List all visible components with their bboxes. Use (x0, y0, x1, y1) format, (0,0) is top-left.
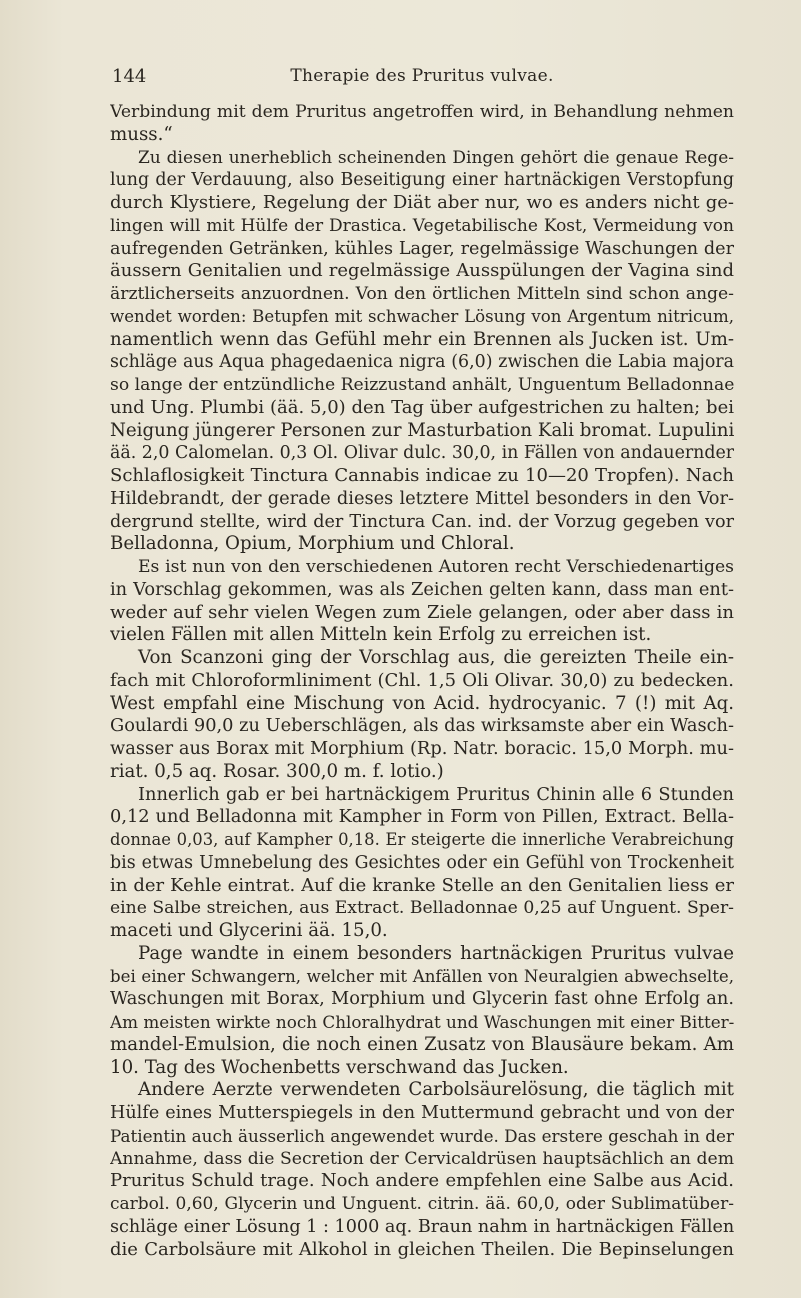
text-line: lung der Verdauung, also Beseitigung einer hartnäckigen Verstopfung (110, 170, 734, 191)
text-line: die Carbolsäure mit Alkohol in gleichen Theilen. Die Bepinselungen (110, 1238, 734, 1260)
text-line: Hildebrandt, der gerade dieses letztere Mittel besonders in den Vor- (110, 487, 734, 509)
text-line: und Ung. Plumbi (ää. 5,0) den Tag über aufgestrichen zu halten; bei (110, 396, 734, 418)
text-line: namentlich wenn das Gefühl mehr ein Brennen als Jucken ist. Um- (110, 328, 734, 350)
text-line: Innerlich gab er bei hartnäckigem Pruritus Chinin alle 6 Stunden (138, 783, 734, 805)
text-line: wasser aus Borax mit Morphium (Rp. Natr. boracic. 15,0 Morph. mu- (110, 738, 734, 759)
body-text (110, 101, 734, 1261)
text-line: vielen Fällen mit allen Mitteln kein Erfolg zu erreichen ist. (110, 624, 652, 646)
text-line: wendet worden: Betupfen mit schwacher Lösung von Argentum nitricum, (110, 306, 734, 326)
text-line: in der Kehle eintrat. Auf die kranke Stelle an den Genitalien liess er (110, 874, 734, 896)
text-line: Neigung jüngerer Personen zur Masturbation Kali bromat. Lupulini (110, 419, 734, 441)
text-line: Zu diesen unerheblich scheinenden Dingen gehört die genaue Rege- (138, 147, 734, 168)
text-line: aufregenden Getränken, kühles Lager, regelmässige Waschungen der (110, 238, 734, 259)
text-line: äussern Genitalien und regelmässige Ausspülungen der Vagina sind (110, 260, 734, 282)
text-line: Am meisten wirkte noch Chloralhydrat und Waschungen mit einer Bitter- (110, 1012, 734, 1032)
text-line: durch Klystiere, Regelung der Diät aber nur, wo es anders nicht ge- (110, 192, 734, 213)
text-line: Von Scanzoni ging der Vorschlag aus, die gereizten Theile ein- (138, 647, 734, 668)
text-line: Hülfe eines Mutterspiegels in den Muttermund gebracht und von der (110, 1103, 734, 1123)
text-line: mandel-Emulsion, die noch einen Zusatz von Blausäure bekam. Am (110, 1033, 734, 1055)
page-header (112, 66, 732, 90)
text-line: West empfahl eine Mischung von Acid. hydrocyanic. 7 (!) mit Aq. (110, 692, 734, 714)
text-line: Es ist nun von den verschiedenen Autoren recht Verschiedenartiges (138, 557, 734, 577)
text-line: in Vorschlag gekommen, was als Zeichen gelten kann, dass man ent- (110, 578, 734, 600)
text-line: muss.“ (110, 123, 173, 145)
text-line: riat. 0,5 aq. Rosar. 300,0 m. f. lotio.) (110, 760, 444, 782)
text-line: bis etwas Umnebelung des Gesichtes oder ein Gefühl von Trockenheit (110, 852, 734, 873)
text-line: eine Salbe streichen, aus Extract. Belladonnae 0,25 auf Unguent. Sper- (110, 898, 734, 919)
text-line: 10. Tag des Wochenbetts verschwand das Jucken. (110, 1056, 569, 1078)
text-line: schläge aus Aqua phagedaenica nigra (6,0) zwischen die Labia majora (110, 352, 734, 373)
text-line: Belladonna, Opium, Morphium und Chloral. (110, 533, 515, 555)
text-line: Verbindung mit dem Pruritus angetroffen wird, in Behandlung nehmen (110, 102, 734, 122)
text-line: Goulardi 90,0 zu Ueberschlägen, als das wirksamste aber ein Wasch- (110, 715, 734, 737)
text-line: ärztlicherseits anzuordnen. Von den örtlichen Mitteln sind schon ange- (110, 284, 734, 304)
text-line: Pruritus Schuld trage. Noch andere empfehlen eine Salbe aus Acid. (110, 1170, 734, 1192)
running-title: Therapie des Pruritus vulvae. (290, 66, 554, 86)
text-line: Annahme, dass die Secretion der Cervicaldrüsen hauptsächlich an dem (110, 1148, 734, 1169)
text-line: fach mit Chloroformliniment (Chl. 1,5 Oli Olivar. 30,0) zu bedecken. (110, 669, 734, 691)
text-line: weder auf sehr vielen Wegen zum Ziele gelangen, oder aber dass in (110, 601, 734, 623)
text-line: Patientin auch äusserlich angewendet wurde. Das erstere geschah in der (110, 1125, 734, 1146)
text-line: 0,12 und Belladonna mit Kampher in Form von Pillen, Extract. Bella- (110, 806, 734, 828)
text-line: donnae 0,03, auf Kampher 0,18. Er steigerte die innerliche Verabreichung (110, 830, 734, 849)
text-line: so lange der entzündliche Reizzustand anhält, Unguentum Belladonnae (110, 375, 734, 395)
page-number: 144 (112, 66, 147, 87)
text-line: maceti und Glycerini ää. 15,0. (110, 920, 388, 941)
text-line: Page wandte in einem besonders hartnäckigen Pruritus vulvae (138, 942, 734, 964)
text-line: ää. 2,0 Calomelan. 0,3 Ol. Olivar dulc. 30,0, in Fällen von andauernder (110, 443, 734, 464)
text-line: dergrund stellte, wird der Tinctura Can. ind. der Vorzug gegeben vor (110, 511, 734, 532)
text-line: Schlaflosigkeit Tinctura Cannabis indicae zu 10—20 Tropfen). Nach (110, 465, 734, 486)
text-line: lingen will mit Hülfe der Drastica. Vegetabilische Kost, Vermeidung von (110, 215, 734, 236)
text-line: carbol. 0,60, Glycerin und Unguent. citrin. ää. 60,0, oder Sublimatüber- (110, 1194, 734, 1214)
text-line: Waschungen mit Borax, Morphium und Glycerin fast ohne Erfolg an. (110, 988, 734, 1010)
text-line: bei einer Schwangern, welcher mit Anfällen von Neuralgien abwechselte, (110, 966, 734, 986)
text-line: Andere Aerzte verwendeten Carbolsäurelösung, die täglich mit (138, 1079, 734, 1101)
text-line: schläge einer Lösung 1 : 1000 aq. Braun nahm in hartnäckigen Fällen (110, 1216, 734, 1237)
